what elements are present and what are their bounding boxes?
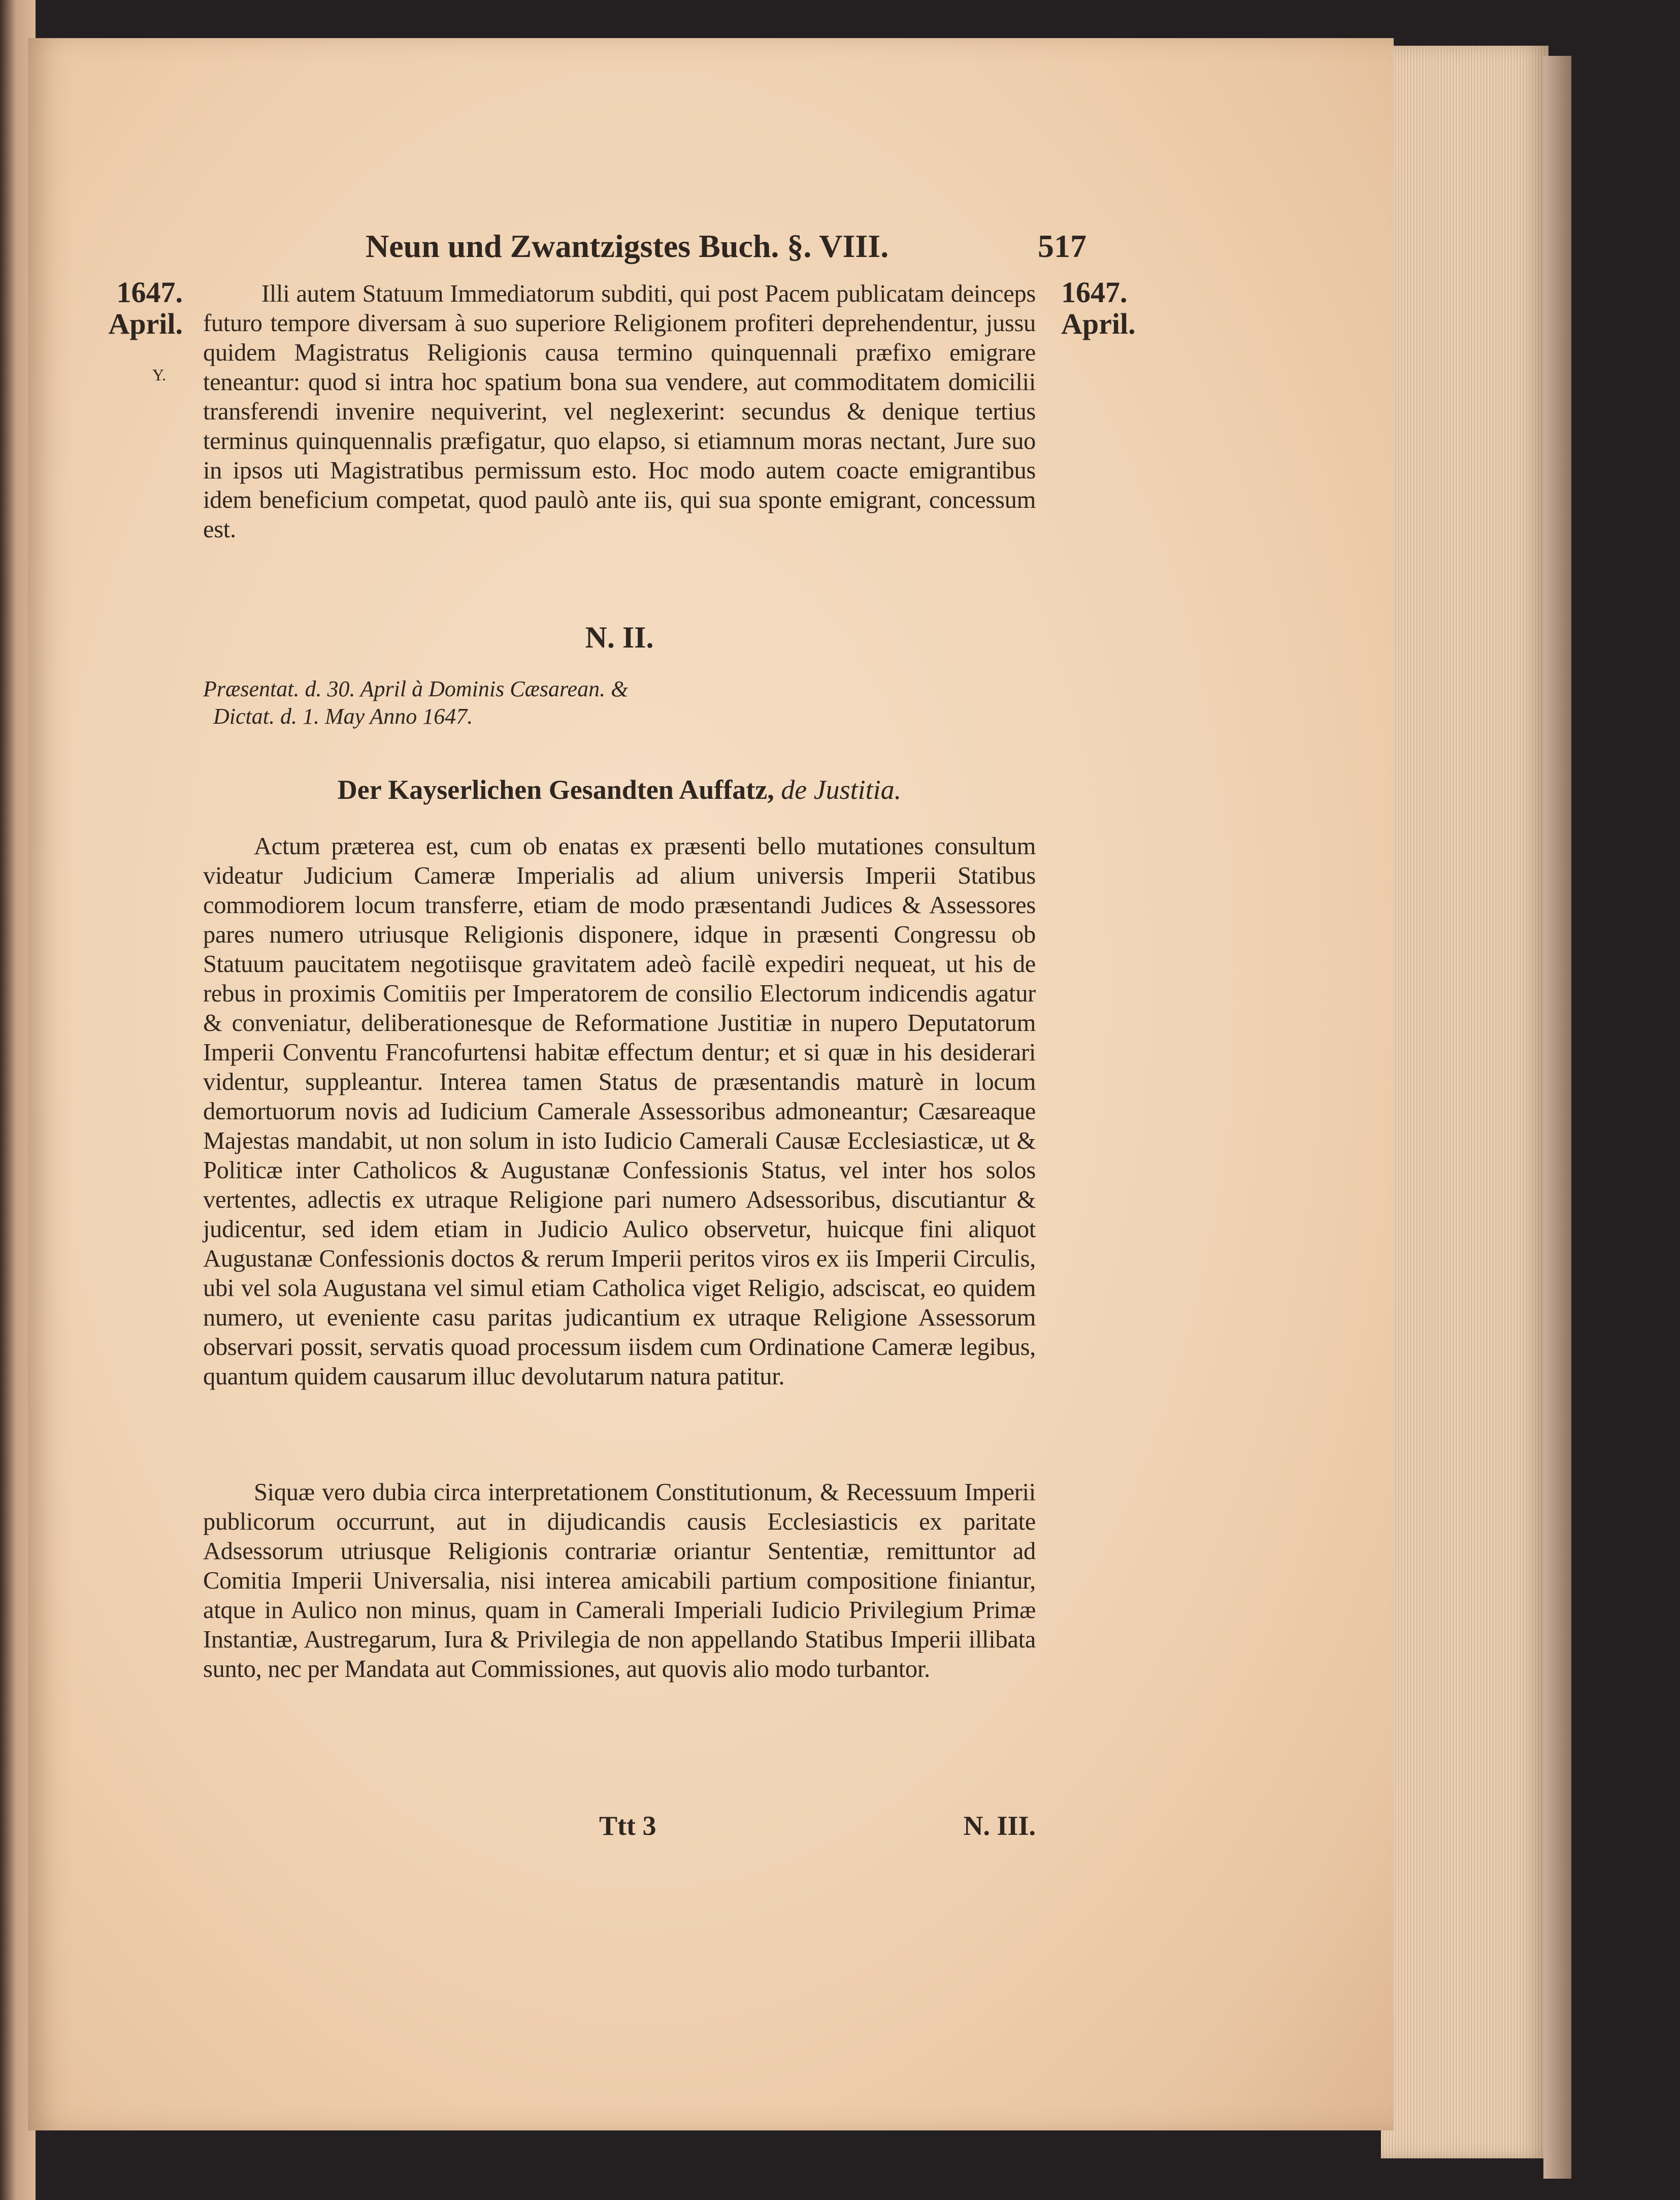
right-margin-date [1061, 277, 1168, 340]
presentat-line-1: Præsentat. d. 30. April à Dominis Cæsarean. & [203, 676, 629, 701]
subheading [203, 772, 1036, 807]
subheading-latin: de Justitia. [781, 774, 902, 805]
paragraph-3: Siquæ vero dubia circa interpretationem Constitutionum, & Recessuum Imperii publicorum occurrunt, aut in dijudicandis causis Ecclesiasticis ex paritate Adsessorum utriusque Religionis contrariæ oriantur Sententiæ, remittuntor ad Comitia Imperii Universalia, nisi interea amicabili partium compositione finiantur, atque in Aulico non minus, quam in Camerali Imperiali Iudicio Privilegium Primæ Instantiæ, Austregarum, Iura & Privilegia de non appellando Statibus Imperii illibata sunto, nec per Mandata aut Commissiones, aut quovis alio modo turbantor. [203, 1479, 1036, 1683]
left-margin-date [76, 277, 183, 340]
presentat-line-2: Dictat. d. 1. May Anno 1647. [213, 704, 473, 729]
subheading-main: Der Kayserlichen Gesandten Auffatz, [337, 774, 774, 805]
page-footer [599, 1808, 1036, 1843]
right-margin-month: April. [1061, 307, 1136, 340]
left-margin-month: April. [108, 307, 183, 340]
running-title: Neun und Zwantzigstes Buch. §. VIII. [366, 228, 889, 264]
page-fore-edge [1381, 46, 1549, 2158]
presentat-note [203, 675, 711, 730]
page-number: 517 [1038, 228, 1086, 264]
section-title: N. II. [585, 621, 654, 654]
book-cover-edge [1543, 56, 1571, 2179]
catchword: N. III. [963, 1810, 1036, 1841]
right-margin-year: 1647. [1061, 276, 1128, 309]
paragraph-2: Actum præterea est, cum ob enatas ex præsenti bello mutationes consultum videatur Judicium Cameræ Imperialis ad alium universis Imperii Statibus commodiorem locum transferre, etiam de modo præsentandi Judices & Assessores pares numero utriusque Religionis disponere, idque in præsenti Congressu ob Statuum paucitatem negotiisque gravitatem adeò facilè expediri nequeat, ut his de rebus in proximis Comitiis per Imperatorem de consilio Electorum indicendis agatur & conveniatur, deliberationesque de Reformatione Justitiæ in nupero Deputatorum Imperii Conventu Francofurtensi habitæ effectum dentur; et si quæ in his desiderari videntur, suppleantur. Interea tamen Status de præsentandis maturè in locum demortuorum novis ad Iudicium Camerale Assessoribus admoneantur; Cæsareaque Majestas mandabit, ut non solum in isto Iudicio Camerali Causæ Ecclesiasticæ, ut & Politicæ inter Catholicos & Augustanæ Confessionis Status, vel inter hos solos vertentes, adlectis ex utraque Religione pari numero Adsessoribus, discutiantur & judicentur, sed idem etiam in Judicio Aulico observetur, huicque fini aliquot Augustanæ Confessionis doctos & rerum Imperii peritos viros ex iis Imperii Circulis, ubi vel sola Augustana vel simul etiam Catholica viget Religio, adsciscat, eo quidem numero, ut eveniente casu paritas judicantium ex utraque Religione Assessorum observari possit, servatis quoad processum iisdem cum Ordinatione Cameræ legibus, quantum quidem causarum illuc devolutarum natura patitur. [203, 833, 1036, 1390]
page-header [366, 223, 1086, 269]
left-margin-year: 1647. [116, 276, 183, 309]
signature-mark: Ttt 3 [599, 1810, 656, 1841]
paragraph-1: Illi autem Statuum Immediatorum subditi, qui post Pacem publicatam deinceps futuro tempore diversam à suo superiore Religionem profiteri deprehendentur, jussu quidem Magistratus Religionis causa termino quinquennali præfixo emigrare teneantur: quod si intra hoc spatium bona sua vendere, aut commoditatem domicilii transferendi invenire nequiverint, vel neglexerint: secundus & denique tertius terminus quinquennalis præfigatur, quo elapso, si etiamnum moras nectant, Jure suo in ipsos uti Magistratibus permissum esto. Hoc modo autem coacte emigrantibus idem beneficium competat, quod paulò ante iis, qui sua sponte emigrant, concessum est. [203, 280, 1036, 543]
left-margin-letter: Y. [152, 366, 166, 384]
